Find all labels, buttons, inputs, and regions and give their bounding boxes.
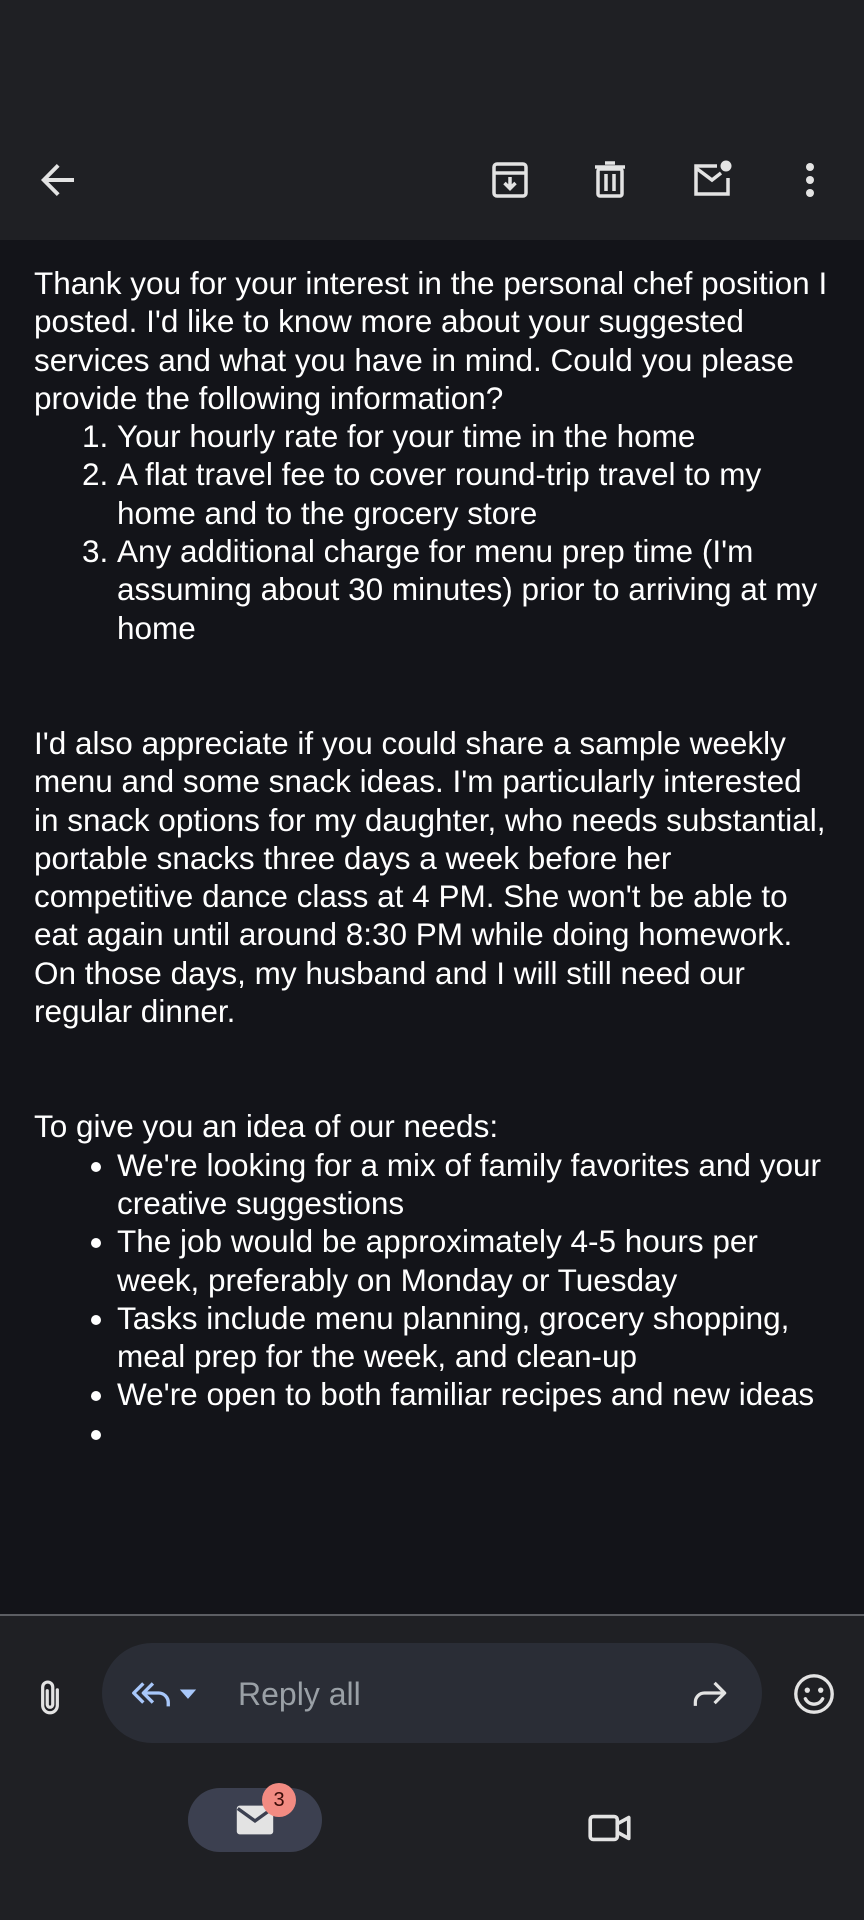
needs-item: • Tasks include menu planning, grocery shopping, meal prep for the week, and clean-up — [117, 1299, 834, 1376]
needs-list — [34, 1146, 834, 1452]
delete-icon — [586, 156, 634, 204]
needs-item-empty — [117, 1414, 834, 1452]
attach-icon — [28, 1677, 72, 1721]
archive-button[interactable] — [472, 142, 548, 218]
archive-icon — [486, 156, 534, 204]
needs-item: • We're open to both familiar recipes and new ideas — [117, 1375, 834, 1413]
top-toolbar — [0, 120, 864, 240]
bottom-navigation — [0, 1768, 864, 1920]
intro-paragraph: Thank you for your interest in the personal chef position I posted. I'd like to know more about your suggested services and what you have in mind. Could you please provide the following information? — [34, 265, 828, 416]
request-item: 1. Your hourly rate for your time in the home — [117, 417, 834, 455]
reply-bar — [0, 1616, 864, 1768]
emoji-icon — [791, 1671, 837, 1717]
reply-input[interactable] — [236, 1663, 660, 1725]
request-item: 2. A flat travel fee to cover round-trip travel to my home and to the grocery store — [117, 455, 834, 532]
reply-all-icon — [128, 1670, 174, 1716]
forward-button[interactable] — [684, 1667, 736, 1719]
nav-mail-tab[interactable] — [188, 1788, 322, 1852]
back-button[interactable] — [20, 142, 96, 218]
status-bar — [0, 0, 864, 120]
mark-unread-button[interactable] — [674, 142, 750, 218]
delete-button[interactable] — [572, 142, 648, 218]
emoji-button[interactable] — [788, 1668, 840, 1720]
forward-icon — [688, 1671, 732, 1715]
more-vert-icon — [786, 156, 834, 204]
needs-item: • The job would be approximately 4-5 hours per week, preferably on Monday or Tuesday — [117, 1222, 834, 1299]
needs-item: • We're looking for a mix of family favorites and your creative suggestions — [117, 1146, 834, 1223]
request-item: 3. Any additional charge for menu prep time (I'm assuming about 30 minutes) prior to arriving at my home — [117, 532, 834, 647]
unread-badge: 3 — [262, 1783, 296, 1817]
video-camera-icon — [585, 1803, 635, 1853]
reply-mode-selector[interactable] — [128, 1669, 218, 1717]
mark-unread-icon — [688, 156, 736, 204]
request-list — [34, 417, 834, 647]
attach-button[interactable] — [22, 1671, 78, 1727]
snack-paragraph: I'd also appreciate if you could share a sample weekly menu and some snack ideas. I'm particularly interested in snack options for my daughter, who needs substantial, portable snacks three days a week before her competitive dance class at 4 PM. She won't be able to eat again until around 8:30 PM while doing homework. On those days, my husband and I will still need our regular dinner. — [34, 724, 826, 1030]
message-body — [34, 264, 834, 1610]
needs-heading: To give you an idea of our needs: — [34, 1108, 499, 1145]
dropdown-icon — [174, 1679, 202, 1707]
back-arrow-icon — [34, 156, 82, 204]
nav-meet-tab[interactable] — [578, 1796, 642, 1860]
reply-all-field[interactable] — [102, 1643, 762, 1743]
more-options-button[interactable] — [772, 142, 848, 218]
